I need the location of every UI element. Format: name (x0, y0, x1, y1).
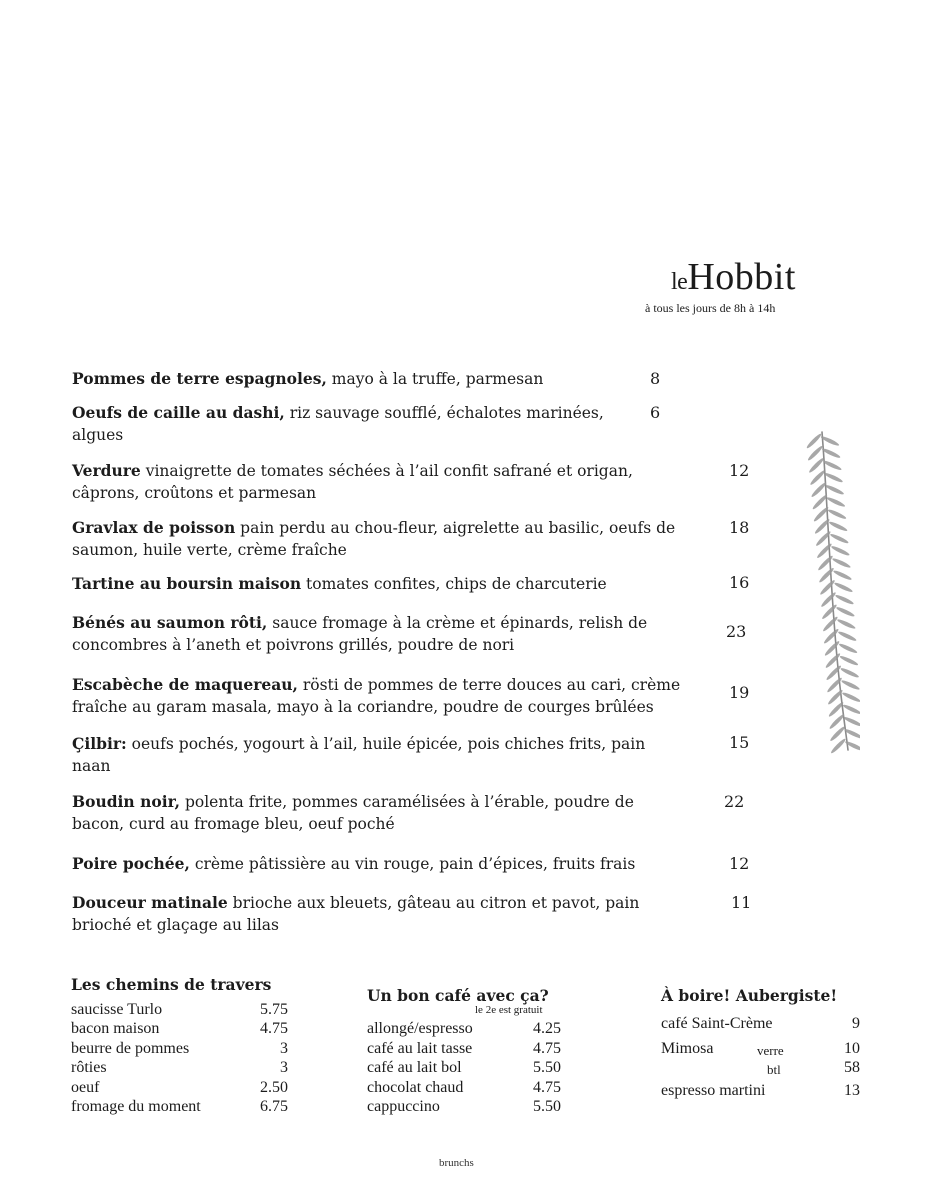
leaf-shape (841, 691, 860, 703)
menu-item: Escabèche de maquereau, rösti de pommes de terre douces au cari, crème fraîche au garam masala, mayo à la coriandre, poudre de courges brûlées (72, 675, 681, 716)
side-row: rôties 3 (71, 1059, 288, 1076)
coffee-note: le 2e est gratuit (475, 1004, 543, 1016)
coffee-row: café au lait bol 5.50 (367, 1059, 561, 1076)
leaf-shape (827, 508, 847, 520)
menu-item: Çilbir: oeufs pochés, yogourt à l’ail, huile épicée, pois chiches frits, pain naan (72, 734, 646, 775)
leaf-shape (840, 667, 860, 679)
side-row: saucisse Turlo 5.75 (71, 1001, 288, 1018)
logo-le: le (671, 269, 688, 295)
menu-item-price: 18 (729, 518, 750, 537)
leaf-shape (822, 459, 842, 471)
leaf-shape (838, 642, 858, 654)
mimosa-bottle-label: btl (767, 1062, 781, 1077)
leaf-shape (842, 703, 860, 715)
leaf-shape (829, 533, 849, 545)
menu-item: Bénés au saumon rôti, sauce fromage à la crème et épinards, relish de concombres à l’aneth et poivrons grillés, poudre de nori (72, 613, 648, 654)
leaf-shape (825, 484, 845, 496)
drink-row-mimosa: Mimosa verre 10 (661, 1039, 860, 1059)
side-row: oeuf 2.50 (71, 1079, 288, 1096)
opening-hours: à tous les jours de 8h à 14h (645, 301, 776, 315)
leaf-shape (836, 606, 856, 618)
leaf-shape (833, 569, 853, 581)
menu-item: Pommes de terre espagnoles, mayo à la truffe, parmesan (72, 369, 544, 388)
restaurant-logo (671, 258, 796, 296)
mimosa-glass-label: verre (757, 1043, 784, 1058)
side-row: fromage du moment 6.75 (71, 1098, 288, 1115)
leaf-shape (836, 618, 856, 630)
leaf-shape (835, 594, 855, 606)
menu-item-price: 12 (729, 854, 750, 873)
menu-item: Poire pochée, crème pâtissière au vin rouge, pain d’épices, fruits frais (72, 854, 636, 873)
page-footer: brunchs (439, 1157, 474, 1169)
drink-row: café Saint-Crème 9 (661, 1015, 860, 1032)
coffee-row: café au lait tasse 4.75 (367, 1040, 561, 1057)
leaf-shape (839, 655, 859, 667)
menu-item-price: 12 (729, 461, 750, 480)
leaf-shape (824, 472, 844, 484)
leaf-shape (830, 545, 850, 557)
menu-item: Oeufs de caille au dashi, riz sauvage soufflé, échalotes marinées, algues (72, 403, 604, 444)
menu-item: Boudin noir, polenta frite, pommes caramélisées à l’érable, poudre de bacon, curd au fromage bleu, oeuf poché (72, 792, 634, 833)
menu-item-price: 19 (729, 683, 750, 702)
leaf-shape (834, 581, 854, 593)
coffee-row: chocolat chaud 4.75 (367, 1079, 561, 1096)
menu-item-price: 16 (729, 573, 750, 592)
rosemary-branch-illustration (800, 428, 860, 758)
menu-item-price: 22 (724, 792, 745, 811)
leaf-shape (826, 496, 846, 508)
menu-item-price: 8 (650, 369, 661, 388)
sides-title: Les chemins de travers (71, 975, 272, 994)
drink-row: espresso martini 13 (661, 1082, 860, 1099)
leaf-shape (828, 520, 848, 532)
menu-item: Douceur matinale brioche aux bleuets, gâteau au citron et pavot, pain brioché et glaçage au lilas (72, 893, 640, 934)
coffee-title: Un bon café avec ça? (367, 986, 549, 1005)
leaf-shape (837, 630, 857, 642)
menu-item-price: 15 (729, 733, 750, 752)
menu-item: Verdure vinaigrette de tomates séchées à l’ail confit safrané et origan, câprons, croûtons et parmesan (72, 461, 633, 502)
leaf-shape (832, 557, 852, 569)
side-row: beurre de pommes 3 (71, 1040, 288, 1057)
logo-name: Hobbit (687, 256, 796, 298)
menu-item-price: 11 (731, 893, 752, 912)
drinks-title: À boire! Aubergiste! (661, 986, 838, 1005)
menu-item-price: 6 (650, 403, 661, 422)
coffee-row: cappuccino 5.50 (367, 1098, 561, 1115)
coffee-row: allongé/espresso 4.25 (367, 1020, 561, 1037)
menu-item: Gravlax de poisson pain perdu au chou-fleur, aigrelette au basilic, oeufs de saumon, huile verte, crème fraîche (72, 518, 676, 559)
leaf-shape (841, 679, 860, 691)
side-row: bacon maison 4.75 (71, 1020, 288, 1037)
menu-item-price: 23 (726, 622, 747, 641)
menu-item: Tartine au boursin maison tomates confites, chips de charcuterie (72, 574, 607, 593)
